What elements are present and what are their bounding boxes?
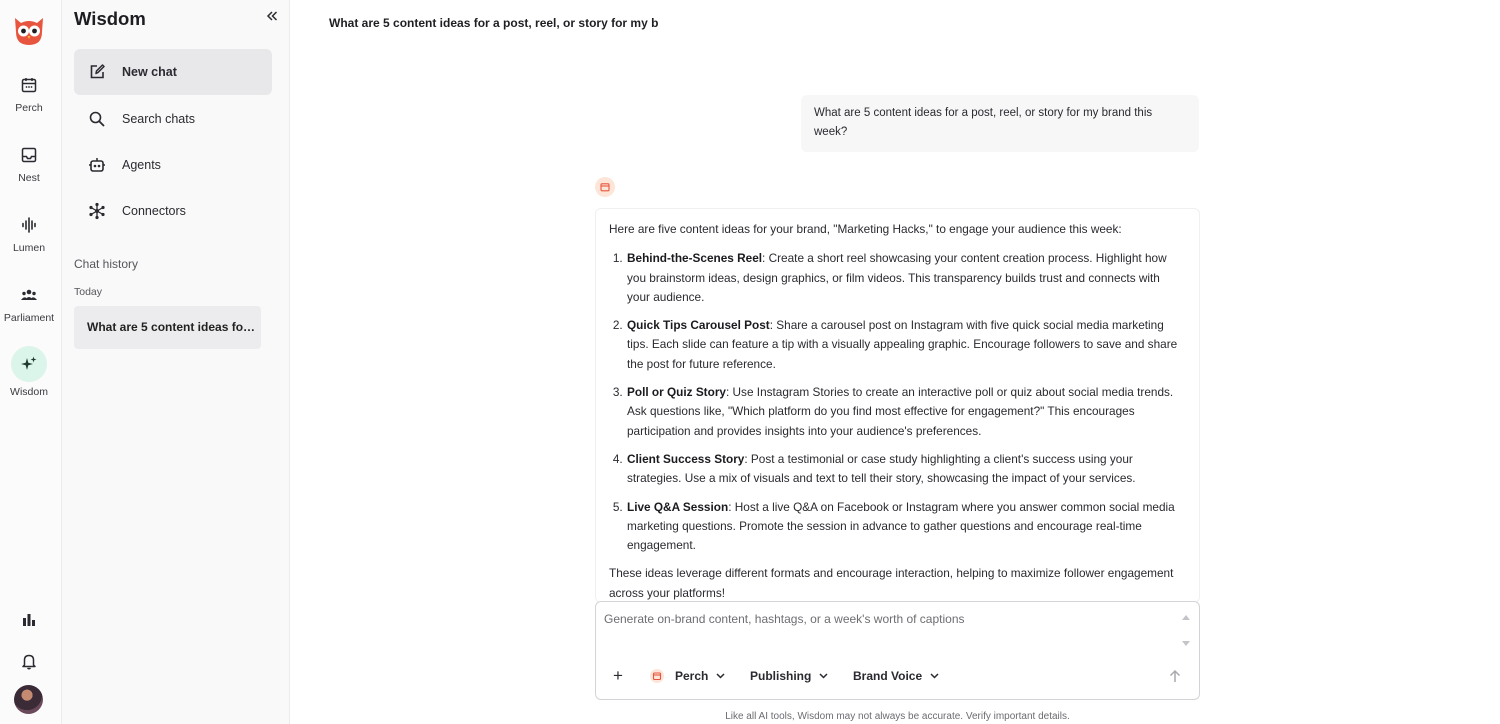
waveform-icon bbox=[20, 216, 38, 234]
connectors-button[interactable] bbox=[74, 188, 272, 234]
rail-label: Wisdom bbox=[10, 386, 48, 398]
perch-dropdown[interactable] bbox=[650, 669, 725, 683]
composer-toolbar bbox=[596, 664, 1199, 690]
rail-label: Lumen bbox=[12, 242, 46, 254]
scroll-up-icon[interactable] bbox=[1182, 614, 1190, 620]
user-message: What are 5 content ideas for a post, reel, or story for my brand this week? bbox=[801, 95, 1199, 152]
owl-logo-icon[interactable] bbox=[11, 12, 47, 48]
rail-label: Perch bbox=[15, 102, 43, 114]
rail-item-wisdom[interactable] bbox=[0, 346, 58, 398]
idea-text: : Post a testimonial or case study highlighting a client's success using your strategies. Use a mix of visuals and text to tell their story, showcasing the impact of your services. bbox=[627, 451, 1136, 486]
answer-outro: These ideas leverage different formats and encourage interaction, helping to maximize follower engagement across your platforms! bbox=[609, 566, 1174, 600]
sidebar-title: Wisdom bbox=[74, 8, 146, 29]
publishing-dropdown[interactable] bbox=[750, 669, 828, 683]
idea-text: : Create a short reel showcasing your content creation process. Highlight how you brainstorm ideas, design graphics, or film videos. This transparency builds trust and connects with your audience. bbox=[627, 251, 1167, 304]
idea-text: : Share a carousel post on Instagram with five quick social media marketing tips. Each slide can feature a tip with a visually appealing graphic. Encourage followers to save and share the post for future reference. bbox=[627, 318, 1178, 371]
collapse-sidebar-icon[interactable] bbox=[266, 9, 278, 23]
sparkles-icon bbox=[20, 355, 38, 373]
analytics-icon[interactable] bbox=[20, 611, 38, 629]
active-indicator bbox=[11, 346, 47, 382]
brand-voice-dropdown[interactable] bbox=[853, 669, 939, 683]
idea-list bbox=[609, 249, 1186, 555]
idea-title: Quick Tips Carousel Post bbox=[627, 318, 770, 333]
send-arrow-icon[interactable] bbox=[1169, 669, 1181, 683]
nav-label: Search chats bbox=[122, 112, 195, 126]
idea-text: : Host a live Q&A on Facebook or Instagram where you answer common social media marketing questions. Promote the session in advance to gather questions and encourage real-time engagement. bbox=[627, 499, 1175, 553]
answer-intro: Here are five content ideas for your brand, "Marketing Hacks," to engage your audience this week: bbox=[609, 222, 1122, 236]
scroll-down-icon[interactable] bbox=[1182, 641, 1190, 647]
assistant-avatar bbox=[595, 177, 615, 197]
disclaimer: Like all AI tools, Wisdom may not always be accurate. Verify important details. bbox=[725, 711, 1070, 722]
chat-history-heading: Chat history bbox=[74, 257, 139, 271]
robot-icon bbox=[88, 156, 106, 174]
nav-label: Connectors bbox=[122, 204, 186, 218]
history-item[interactable]: What are 5 content ideas fo… bbox=[74, 306, 261, 349]
idea-item bbox=[626, 249, 1186, 307]
chip-label: Brand Voice bbox=[853, 669, 923, 683]
chat-title: What are 5 content ideas for a post, reel, or story for my b bbox=[329, 16, 659, 30]
rail-label: Nest bbox=[18, 172, 40, 184]
idea-title: Behind-the-Scenes Reel bbox=[627, 251, 763, 266]
idea-item bbox=[626, 498, 1186, 556]
chip-label: Perch bbox=[675, 669, 709, 683]
chevron-down-icon bbox=[930, 673, 939, 679]
calendar-icon bbox=[600, 182, 610, 192]
composer bbox=[595, 601, 1200, 700]
idea-text: : Use Instagram Stories to create an interactive poll or quiz about social media trends. Ask questions like, "Which platform do you find most effective for engagement?" This encourages participation and provides insights into your audience's preferences. bbox=[627, 385, 1174, 438]
user-avatar[interactable] bbox=[14, 685, 43, 714]
idea-title: Poll or Quiz Story bbox=[627, 385, 726, 400]
network-icon bbox=[88, 202, 106, 220]
rail-item-nest[interactable] bbox=[0, 146, 58, 184]
rail-item-parliament[interactable] bbox=[0, 286, 58, 324]
idea-title: Client Success Story bbox=[627, 451, 745, 466]
nav-label: New chat bbox=[122, 65, 177, 79]
idea-item bbox=[626, 316, 1186, 374]
agents-button[interactable] bbox=[74, 142, 272, 188]
chevron-down-icon bbox=[819, 673, 828, 679]
search-icon bbox=[88, 110, 106, 128]
nav-label: Agents bbox=[122, 158, 161, 172]
assistant-message bbox=[595, 208, 1200, 603]
bell-icon[interactable] bbox=[20, 652, 38, 670]
calendar-icon bbox=[20, 76, 38, 94]
idea-item bbox=[626, 383, 1186, 441]
rail-label: Parliament bbox=[3, 312, 55, 324]
new-chat-button[interactable] bbox=[74, 49, 272, 95]
chip-label: Publishing bbox=[750, 669, 812, 683]
idea-title: Live Q&A Session bbox=[627, 499, 729, 514]
prompt-input[interactable] bbox=[604, 612, 1164, 626]
rail-item-perch[interactable] bbox=[0, 76, 58, 114]
add-attachment-button[interactable]: + bbox=[613, 666, 623, 685]
calendar-icon bbox=[650, 669, 664, 683]
history-group-label: Today bbox=[74, 286, 103, 298]
chevron-down-icon bbox=[716, 673, 725, 679]
idea-item bbox=[626, 450, 1186, 489]
rail-item-lumen[interactable] bbox=[0, 216, 58, 254]
compose-icon bbox=[88, 63, 106, 81]
inbox-icon bbox=[20, 146, 38, 164]
team-icon bbox=[20, 286, 38, 304]
sidebar bbox=[62, 0, 290, 724]
icon-rail bbox=[0, 0, 62, 724]
search-chats-button[interactable] bbox=[74, 96, 272, 142]
